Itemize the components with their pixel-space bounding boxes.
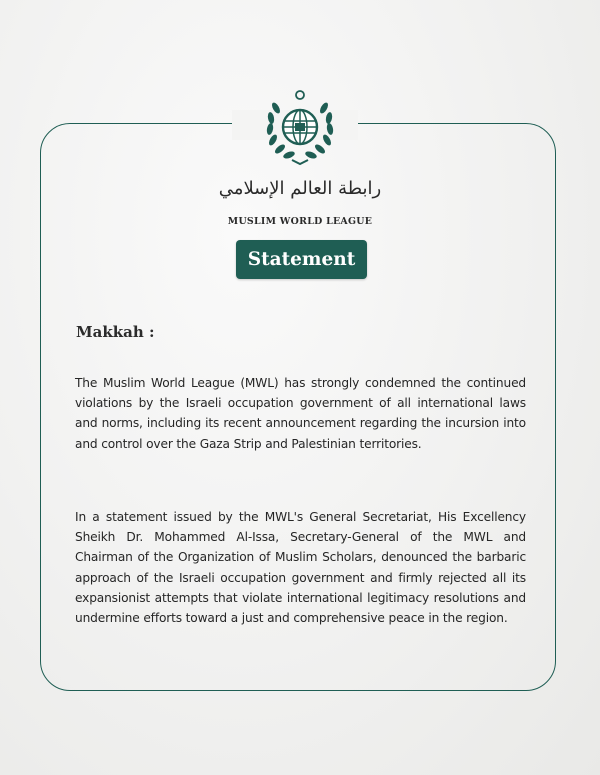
mwl-globe-laurel-icon bbox=[264, 88, 336, 168]
svg-text:رابطة العالم الإسلامي: رابطة العالم الإسلامي bbox=[218, 178, 382, 199]
paragraph-1: The Muslim World League (MWL) has strongly condemned the continued violations by the Israeli occupation government of all international laws and norms, including its recent announcement regarding the incursion into and control over the Gaza Strip and Palestinian territories. bbox=[75, 376, 526, 451]
dateline: Makkah : bbox=[76, 323, 155, 341]
statement-badge bbox=[236, 240, 367, 279]
arabic-name-logotype bbox=[218, 172, 382, 202]
statement-label: Statement bbox=[247, 249, 356, 270]
league-name: MUSLIM WORLD LEAGUE bbox=[227, 216, 373, 227]
paragraph-2: In a statement issued by the MWL's General Secretariat, His Excellency Sheikh Dr. Mohammed Al-Issa, Secretary-General of the MWL and Chairman of the Organization of Muslim Scholars, denounced the barbaric approach of the Israeli occupation government and firmly rejected all its expansionist attempts that violate international legitimacy resolutions and undermine efforts toward a just and comprehensive peace in the region. bbox=[75, 510, 526, 626]
